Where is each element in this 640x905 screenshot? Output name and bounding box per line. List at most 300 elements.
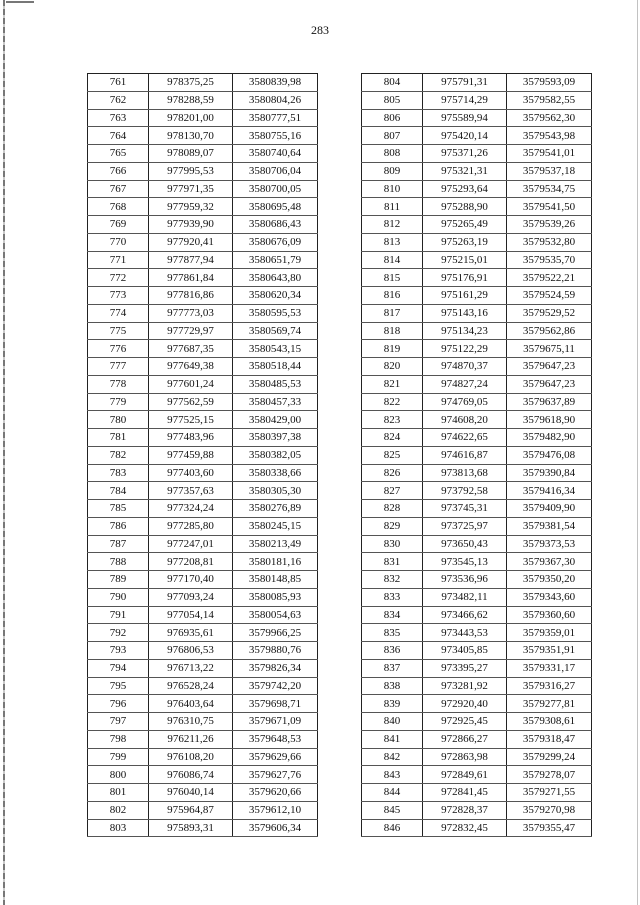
table-row	[362, 162, 592, 180]
x-coordinate-cell: 977525,15	[149, 411, 233, 429]
y-coordinate-cell: 3580054,63	[233, 606, 318, 624]
y-coordinate-cell: 3579627,76	[233, 766, 318, 784]
table-row	[88, 535, 318, 553]
y-coordinate-cell: 3580643,80	[233, 269, 318, 287]
x-coordinate-cell: 974827,24	[423, 375, 507, 393]
y-coordinate-cell: 3580397,38	[233, 429, 318, 447]
y-coordinate-cell: 3580755,16	[233, 127, 318, 145]
y-coordinate-cell: 3579359,01	[507, 624, 592, 642]
x-coordinate-cell: 975265,49	[423, 216, 507, 234]
point-number-cell: 812	[362, 216, 423, 234]
y-coordinate-cell: 3579541,01	[507, 145, 592, 163]
table-row	[362, 624, 592, 642]
y-coordinate-cell: 3579367,30	[507, 553, 592, 571]
point-number-cell: 798	[88, 730, 149, 748]
y-coordinate-cell: 3579270,98	[507, 801, 592, 819]
point-number-cell: 768	[88, 198, 149, 216]
x-coordinate-cell: 972832,45	[423, 819, 507, 837]
x-coordinate-cell: 973813,68	[423, 464, 507, 482]
page-number: 283	[311, 23, 329, 37]
table-row	[88, 74, 318, 92]
scan-edge-left	[3, 0, 5, 905]
point-number-cell: 804	[362, 74, 423, 92]
y-coordinate-cell: 3579675,11	[507, 340, 592, 358]
point-number-cell: 794	[88, 659, 149, 677]
point-number-cell: 819	[362, 340, 423, 358]
point-number-cell: 829	[362, 517, 423, 535]
y-coordinate-cell: 3579593,09	[507, 74, 592, 92]
table-row	[362, 91, 592, 109]
table-row	[362, 287, 592, 305]
y-coordinate-cell: 3580740,64	[233, 145, 318, 163]
x-coordinate-cell: 975288,90	[423, 198, 507, 216]
y-coordinate-cell: 3579524,59	[507, 287, 592, 305]
table-row	[88, 713, 318, 731]
table-row	[362, 251, 592, 269]
table-row	[362, 695, 592, 713]
table-row	[88, 571, 318, 589]
point-number-cell: 814	[362, 251, 423, 269]
x-coordinate-cell: 977054,14	[149, 606, 233, 624]
x-coordinate-cell: 975420,14	[423, 127, 507, 145]
table-row	[362, 269, 592, 287]
point-number-cell: 790	[88, 588, 149, 606]
y-coordinate-cell: 3579351,91	[507, 642, 592, 660]
table-row	[362, 482, 592, 500]
table-row	[362, 375, 592, 393]
y-coordinate-cell: 3580620,34	[233, 287, 318, 305]
x-coordinate-cell: 977877,94	[149, 251, 233, 269]
table-row	[88, 482, 318, 500]
table-row	[88, 269, 318, 287]
x-coordinate-cell: 975215,01	[423, 251, 507, 269]
y-coordinate-cell: 3579318,47	[507, 730, 592, 748]
table-row	[362, 677, 592, 695]
table-row	[362, 109, 592, 127]
x-coordinate-cell: 976108,20	[149, 748, 233, 766]
y-coordinate-cell: 3579308,61	[507, 713, 592, 731]
point-number-cell: 799	[88, 748, 149, 766]
y-coordinate-cell: 3579618,90	[507, 411, 592, 429]
table-row	[88, 766, 318, 784]
table-row	[88, 695, 318, 713]
x-coordinate-cell: 973745,31	[423, 500, 507, 518]
point-number-cell: 821	[362, 375, 423, 393]
point-number-cell: 764	[88, 127, 149, 145]
x-coordinate-cell: 976935,61	[149, 624, 233, 642]
y-coordinate-cell: 3579299,24	[507, 748, 592, 766]
x-coordinate-cell: 977324,24	[149, 500, 233, 518]
y-coordinate-cell: 3579698,71	[233, 695, 318, 713]
table-row	[362, 322, 592, 340]
point-number-cell: 788	[88, 553, 149, 571]
x-coordinate-cell: 975134,23	[423, 322, 507, 340]
y-coordinate-cell: 3579606,34	[233, 819, 318, 837]
table-row	[362, 730, 592, 748]
x-coordinate-cell: 978089,07	[149, 145, 233, 163]
y-coordinate-cell: 3579534,75	[507, 180, 592, 198]
point-number-cell: 780	[88, 411, 149, 429]
table-row	[88, 198, 318, 216]
x-coordinate-cell: 975161,29	[423, 287, 507, 305]
x-coordinate-cell: 977995,53	[149, 162, 233, 180]
x-coordinate-cell: 977403,60	[149, 464, 233, 482]
point-number-cell: 776	[88, 340, 149, 358]
table-row	[362, 500, 592, 518]
y-coordinate-cell: 3579880,76	[233, 642, 318, 660]
x-coordinate-cell: 975371,26	[423, 145, 507, 163]
table-row	[88, 730, 318, 748]
y-coordinate-cell: 3580305,30	[233, 482, 318, 500]
point-number-cell: 842	[362, 748, 423, 766]
scan-corner-mark	[6, 1, 34, 3]
table-row	[88, 446, 318, 464]
x-coordinate-cell: 975714,29	[423, 91, 507, 109]
point-number-cell: 802	[88, 801, 149, 819]
point-number-cell: 775	[88, 322, 149, 340]
y-coordinate-cell: 3580700,05	[233, 180, 318, 198]
point-number-cell: 840	[362, 713, 423, 731]
point-number-cell: 779	[88, 393, 149, 411]
x-coordinate-cell: 975589,94	[423, 109, 507, 127]
y-coordinate-cell: 3579966,25	[233, 624, 318, 642]
x-coordinate-cell: 973281,92	[423, 677, 507, 695]
table-row	[88, 642, 318, 660]
y-coordinate-cell: 3579278,07	[507, 766, 592, 784]
y-coordinate-cell: 3580148,85	[233, 571, 318, 589]
point-number-cell: 785	[88, 500, 149, 518]
y-coordinate-cell: 3580245,15	[233, 517, 318, 535]
coordinates-table-left-body	[88, 74, 318, 837]
x-coordinate-cell: 977959,32	[149, 198, 233, 216]
table-row	[88, 375, 318, 393]
point-number-cell: 815	[362, 269, 423, 287]
y-coordinate-cell: 3579671,09	[233, 713, 318, 731]
table-row	[362, 127, 592, 145]
x-coordinate-cell: 973482,11	[423, 588, 507, 606]
point-number-cell: 796	[88, 695, 149, 713]
x-coordinate-cell: 975293,64	[423, 180, 507, 198]
point-number-cell: 820	[362, 358, 423, 376]
y-coordinate-cell: 3579373,53	[507, 535, 592, 553]
table-row	[88, 588, 318, 606]
table-row	[362, 801, 592, 819]
point-number-cell: 774	[88, 304, 149, 322]
x-coordinate-cell: 977247,01	[149, 535, 233, 553]
x-coordinate-cell: 973725,97	[423, 517, 507, 535]
y-coordinate-cell: 3580804,26	[233, 91, 318, 109]
point-number-cell: 809	[362, 162, 423, 180]
x-coordinate-cell: 972920,40	[423, 695, 507, 713]
table-row	[88, 251, 318, 269]
table-row	[362, 766, 592, 784]
y-coordinate-cell: 3580706,04	[233, 162, 318, 180]
table-row	[88, 233, 318, 251]
x-coordinate-cell: 977816,86	[149, 287, 233, 305]
table-row	[88, 393, 318, 411]
table-row	[88, 180, 318, 198]
table-row	[362, 340, 592, 358]
x-coordinate-cell: 973443,53	[423, 624, 507, 642]
point-number-cell: 762	[88, 91, 149, 109]
table-row	[88, 464, 318, 482]
point-number-cell: 825	[362, 446, 423, 464]
x-coordinate-cell: 976310,75	[149, 713, 233, 731]
y-coordinate-cell: 3579539,26	[507, 216, 592, 234]
table-row	[362, 571, 592, 589]
x-coordinate-cell: 977285,80	[149, 517, 233, 535]
point-number-cell: 767	[88, 180, 149, 198]
point-number-cell: 795	[88, 677, 149, 695]
table-row	[88, 748, 318, 766]
y-coordinate-cell: 3579648,53	[233, 730, 318, 748]
point-number-cell: 777	[88, 358, 149, 376]
x-coordinate-cell: 974769,05	[423, 393, 507, 411]
point-number-cell: 803	[88, 819, 149, 837]
point-number-cell: 797	[88, 713, 149, 731]
point-number-cell: 773	[88, 287, 149, 305]
x-coordinate-cell: 977357,63	[149, 482, 233, 500]
table-row	[362, 446, 592, 464]
table-row	[88, 411, 318, 429]
x-coordinate-cell: 977562,59	[149, 393, 233, 411]
table-row	[362, 411, 592, 429]
x-coordinate-cell: 973466,62	[423, 606, 507, 624]
point-number-cell: 765	[88, 145, 149, 163]
y-coordinate-cell: 3579537,18	[507, 162, 592, 180]
point-number-cell: 817	[362, 304, 423, 322]
y-coordinate-cell: 3580595,53	[233, 304, 318, 322]
x-coordinate-cell: 974608,20	[423, 411, 507, 429]
table-row	[362, 659, 592, 677]
x-coordinate-cell: 977773,03	[149, 304, 233, 322]
x-coordinate-cell: 977483,96	[149, 429, 233, 447]
table-row	[88, 304, 318, 322]
table-row	[88, 659, 318, 677]
x-coordinate-cell: 976040,14	[149, 784, 233, 802]
point-number-cell: 787	[88, 535, 149, 553]
point-number-cell: 766	[88, 162, 149, 180]
coordinates-table-right	[361, 73, 592, 837]
y-coordinate-cell: 3580518,44	[233, 358, 318, 376]
y-coordinate-cell: 3579331,17	[507, 659, 592, 677]
x-coordinate-cell: 978288,59	[149, 91, 233, 109]
point-number-cell: 782	[88, 446, 149, 464]
x-coordinate-cell: 975893,31	[149, 819, 233, 837]
x-coordinate-cell: 977601,24	[149, 375, 233, 393]
table-row	[88, 784, 318, 802]
table-row	[362, 429, 592, 447]
point-number-cell: 778	[88, 375, 149, 393]
point-number-cell: 816	[362, 287, 423, 305]
y-coordinate-cell: 3579271,55	[507, 784, 592, 802]
x-coordinate-cell: 972925,45	[423, 713, 507, 731]
point-number-cell: 836	[362, 642, 423, 660]
point-number-cell: 831	[362, 553, 423, 571]
table-row	[88, 801, 318, 819]
table-row	[88, 677, 318, 695]
table-row	[88, 216, 318, 234]
x-coordinate-cell: 972849,61	[423, 766, 507, 784]
y-coordinate-cell: 3579476,08	[507, 446, 592, 464]
y-coordinate-cell: 3579532,80	[507, 233, 592, 251]
y-coordinate-cell: 3579612,10	[233, 801, 318, 819]
x-coordinate-cell: 973545,13	[423, 553, 507, 571]
x-coordinate-cell: 976211,26	[149, 730, 233, 748]
x-coordinate-cell: 975263,19	[423, 233, 507, 251]
y-coordinate-cell: 3579360,60	[507, 606, 592, 624]
table-row	[88, 127, 318, 145]
y-coordinate-cell: 3579529,52	[507, 304, 592, 322]
point-number-cell: 792	[88, 624, 149, 642]
table-row	[88, 91, 318, 109]
table-row	[362, 393, 592, 411]
point-number-cell: 763	[88, 109, 149, 127]
point-number-cell: 822	[362, 393, 423, 411]
table-row	[88, 322, 318, 340]
y-coordinate-cell: 3579582,55	[507, 91, 592, 109]
point-number-cell: 806	[362, 109, 423, 127]
y-coordinate-cell: 3579277,81	[507, 695, 592, 713]
point-number-cell: 845	[362, 801, 423, 819]
table-row	[362, 819, 592, 837]
point-number-cell: 784	[88, 482, 149, 500]
x-coordinate-cell: 974622,65	[423, 429, 507, 447]
y-coordinate-cell: 3579316,27	[507, 677, 592, 695]
y-coordinate-cell: 3579390,84	[507, 464, 592, 482]
point-number-cell: 772	[88, 269, 149, 287]
x-coordinate-cell: 976403,64	[149, 695, 233, 713]
table-row	[88, 517, 318, 535]
table-row	[362, 198, 592, 216]
table-row	[362, 642, 592, 660]
y-coordinate-cell: 3580276,89	[233, 500, 318, 518]
table-row	[88, 287, 318, 305]
point-number-cell: 811	[362, 198, 423, 216]
y-coordinate-cell: 3580085,93	[233, 588, 318, 606]
y-coordinate-cell: 3580839,98	[233, 74, 318, 92]
y-coordinate-cell: 3579416,34	[507, 482, 592, 500]
y-coordinate-cell: 3579343,60	[507, 588, 592, 606]
y-coordinate-cell: 3579543,98	[507, 127, 592, 145]
table-row	[362, 713, 592, 731]
table-row	[362, 145, 592, 163]
x-coordinate-cell: 974616,87	[423, 446, 507, 464]
point-number-cell: 800	[88, 766, 149, 784]
x-coordinate-cell: 973405,85	[423, 642, 507, 660]
x-coordinate-cell: 977920,41	[149, 233, 233, 251]
point-number-cell: 770	[88, 233, 149, 251]
point-number-cell: 846	[362, 819, 423, 837]
x-coordinate-cell: 973792,58	[423, 482, 507, 500]
table-row	[362, 588, 592, 606]
table-row	[88, 340, 318, 358]
y-coordinate-cell: 3579742,20	[233, 677, 318, 695]
table-row	[362, 464, 592, 482]
y-coordinate-cell: 3580695,48	[233, 198, 318, 216]
x-coordinate-cell: 977170,40	[149, 571, 233, 589]
y-coordinate-cell: 3579355,47	[507, 819, 592, 837]
y-coordinate-cell: 3580382,05	[233, 446, 318, 464]
table-row	[88, 145, 318, 163]
point-number-cell: 801	[88, 784, 149, 802]
scan-edge-right	[637, 0, 638, 905]
y-coordinate-cell: 3579482,90	[507, 429, 592, 447]
point-number-cell: 793	[88, 642, 149, 660]
table-row	[362, 784, 592, 802]
x-coordinate-cell: 977093,24	[149, 588, 233, 606]
x-coordinate-cell: 973536,96	[423, 571, 507, 589]
point-number-cell: 813	[362, 233, 423, 251]
x-coordinate-cell: 976528,24	[149, 677, 233, 695]
point-number-cell: 837	[362, 659, 423, 677]
table-row	[362, 553, 592, 571]
table-row	[88, 109, 318, 127]
x-coordinate-cell: 972841,45	[423, 784, 507, 802]
y-coordinate-cell: 3579535,70	[507, 251, 592, 269]
table-row	[362, 606, 592, 624]
x-coordinate-cell: 975964,87	[149, 801, 233, 819]
point-number-cell: 808	[362, 145, 423, 163]
x-coordinate-cell: 973650,43	[423, 535, 507, 553]
y-coordinate-cell: 3579562,86	[507, 322, 592, 340]
x-coordinate-cell: 976806,53	[149, 642, 233, 660]
point-number-cell: 823	[362, 411, 423, 429]
x-coordinate-cell: 973395,27	[423, 659, 507, 677]
x-coordinate-cell: 977459,88	[149, 446, 233, 464]
point-number-cell: 781	[88, 429, 149, 447]
y-coordinate-cell: 3580676,09	[233, 233, 318, 251]
point-number-cell: 771	[88, 251, 149, 269]
x-coordinate-cell: 976086,74	[149, 766, 233, 784]
point-number-cell: 824	[362, 429, 423, 447]
x-coordinate-cell: 977687,35	[149, 340, 233, 358]
point-number-cell: 843	[362, 766, 423, 784]
table-row	[362, 216, 592, 234]
table-row	[88, 358, 318, 376]
table-row	[88, 606, 318, 624]
x-coordinate-cell: 977861,84	[149, 269, 233, 287]
y-coordinate-cell: 3579647,23	[507, 375, 592, 393]
y-coordinate-cell: 3580777,51	[233, 109, 318, 127]
y-coordinate-cell: 3580569,74	[233, 322, 318, 340]
table-row	[362, 233, 592, 251]
point-number-cell: 839	[362, 695, 423, 713]
table-row	[362, 517, 592, 535]
x-coordinate-cell: 977729,97	[149, 322, 233, 340]
x-coordinate-cell: 978130,70	[149, 127, 233, 145]
y-coordinate-cell: 3580485,53	[233, 375, 318, 393]
point-number-cell: 818	[362, 322, 423, 340]
point-number-cell: 786	[88, 517, 149, 535]
table-row	[362, 748, 592, 766]
y-coordinate-cell: 3579522,21	[507, 269, 592, 287]
point-number-cell: 826	[362, 464, 423, 482]
point-number-cell: 835	[362, 624, 423, 642]
table-row	[362, 304, 592, 322]
point-number-cell: 828	[362, 500, 423, 518]
point-number-cell: 834	[362, 606, 423, 624]
table-row	[88, 553, 318, 571]
coordinates-table-right-body	[362, 74, 592, 837]
y-coordinate-cell: 3580181,16	[233, 553, 318, 571]
x-coordinate-cell: 977208,81	[149, 553, 233, 571]
x-coordinate-cell: 975122,29	[423, 340, 507, 358]
point-number-cell: 833	[362, 588, 423, 606]
x-coordinate-cell: 972866,27	[423, 730, 507, 748]
y-coordinate-cell: 3580213,49	[233, 535, 318, 553]
point-number-cell: 761	[88, 74, 149, 92]
